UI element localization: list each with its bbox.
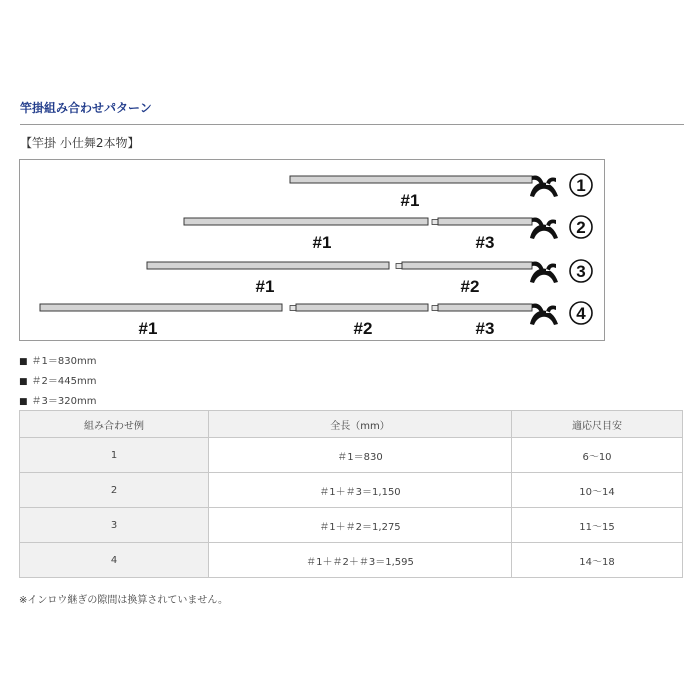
rod-joint (432, 306, 438, 311)
segment-length-list (19, 355, 96, 415)
rod-segment (438, 218, 532, 225)
segment-label: #1 (400, 191, 420, 210)
segment-label: #2 (460, 277, 480, 296)
pattern-number: 4 (576, 304, 586, 323)
rod-segment (402, 262, 532, 269)
combination-cell: 3 (20, 508, 209, 543)
rod-segment (290, 176, 532, 183)
segment-label: #3 (475, 233, 495, 252)
segment-length-text: ＃1＝830mm (31, 356, 97, 367)
combination-diagram-svg (20, 160, 604, 340)
length-cell: ＃1＋＃2＝1,275 (209, 508, 512, 543)
segment-label: #2 (353, 319, 373, 338)
square-bullet-icon: ■ (19, 377, 28, 387)
table-row (20, 508, 683, 543)
product-subtitle: 【竿掛 小仕舞2本物】 (20, 136, 140, 150)
segment-length-text: ＃2＝445mm (31, 376, 97, 387)
segment-label: #1 (312, 233, 332, 252)
segment-label: #3 (475, 319, 495, 338)
combination-diagram (19, 159, 605, 341)
length-cell: ＃1＋＃3＝1,150 (209, 473, 512, 508)
footnote: ※インロウ継ぎの隙間は換算されていません。 (19, 595, 228, 606)
column-header-combination: 組み合わせ例 (20, 411, 209, 438)
combination-cell: 2 (20, 473, 209, 508)
rod-joint (396, 264, 402, 269)
square-bullet-icon: ■ (19, 357, 28, 367)
rod-segment (296, 304, 428, 311)
combination-cell: 4 (20, 543, 209, 578)
section-divider (20, 124, 684, 125)
length-cell: ＃1＋＃2＋＃3＝1,595 (209, 543, 512, 578)
table-row (20, 473, 683, 508)
rod-segment (147, 262, 389, 269)
size-cell: 14〜18 (512, 543, 683, 578)
rod-holder-icon (530, 303, 558, 325)
rod-segment (438, 304, 532, 311)
segment-label: #1 (138, 319, 158, 338)
table-header-row (20, 411, 683, 438)
segment-label: #1 (255, 277, 275, 296)
combination-cell: 1 (20, 438, 209, 473)
segment-length-item (19, 355, 96, 375)
pattern-number: 3 (576, 262, 586, 281)
table-row (20, 438, 683, 473)
size-cell: 6〜10 (512, 438, 683, 473)
section-title: 竿掛組み合わせパターン (20, 101, 152, 115)
rod-holder-icon (530, 261, 558, 283)
size-cell: 10〜14 (512, 473, 683, 508)
pattern-number: 1 (576, 176, 586, 195)
column-header-size: 適応尺目安 (512, 411, 683, 438)
rod-holder-icon (530, 175, 558, 197)
combination-table (19, 410, 683, 578)
size-cell: 11〜15 (512, 508, 683, 543)
rod-joint (290, 306, 296, 311)
segment-length-text: ＃3＝320mm (31, 396, 97, 407)
rod-segment (184, 218, 428, 225)
table-row (20, 543, 683, 578)
column-header-length: 全長（mm） (209, 411, 512, 438)
segment-length-item (19, 375, 96, 395)
square-bullet-icon: ■ (19, 397, 28, 407)
pattern-number: 2 (576, 218, 586, 237)
rod-holder-icon (530, 217, 558, 239)
rod-segment (40, 304, 282, 311)
rod-joint (432, 220, 438, 225)
length-cell: ＃1＝830 (209, 438, 512, 473)
